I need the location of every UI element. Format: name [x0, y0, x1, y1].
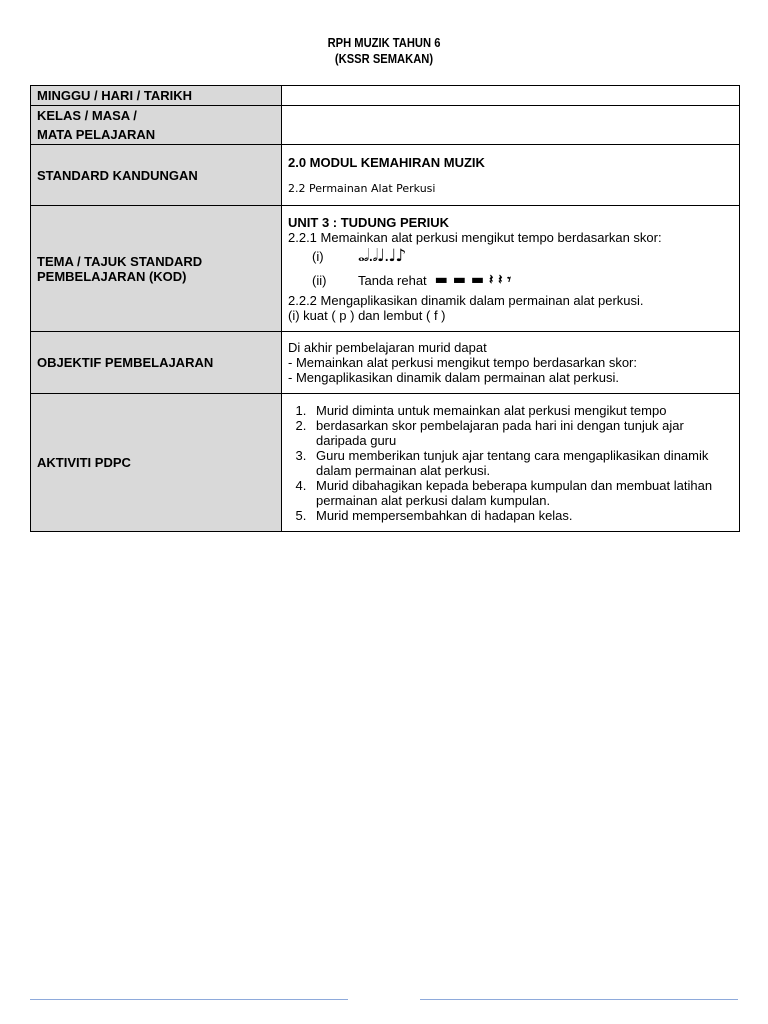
objektif-line-1: Di akhir pembelajaran murid dapat — [288, 340, 487, 355]
row-kelas — [31, 106, 740, 145]
list-item: 2. berdasarkan skor pembelajaran pada hari ini dengan tunjuk ajar daripada guru — [310, 418, 733, 448]
tema-line-1: 2.2.1 Memainkan alat perkusi mengikut tempo berdasarkan skor: — [288, 229, 662, 245]
standard-label: STANDARD KANDUNGAN — [31, 145, 282, 206]
tema-unit: UNIT 3 : TUDUNG PERIUK — [288, 214, 450, 230]
kelas-label-line-2: MATA PELAJARAN — [37, 127, 156, 142]
tema-label — [31, 206, 282, 332]
list-item: 1. Murid diminta untuk memainkan alat perkusi mengikut tempo — [310, 403, 733, 418]
rph-table — [30, 85, 740, 532]
document-title — [54, 35, 714, 67]
tema-item-2-number: (ii) — [312, 273, 327, 288]
list-item: 3. Guru memberikan tunjuk ajar tentang cara mengaplikasikan dinamik dalam permainan alat perkusi. — [310, 448, 733, 478]
list-item: 4. Murid dibahagikan kepada beberapa kumpulan dan membuat latihan permainan alat perkusi dalam kumpulan. — [310, 478, 733, 508]
tema-label-line-1: TEMA / TAJUK STANDARD — [37, 253, 203, 269]
standard-value — [282, 145, 740, 206]
row-tema — [31, 206, 740, 332]
objektif-label: OBJEKTIF PEMBELAJARAN — [31, 332, 282, 394]
row-objektif — [31, 332, 740, 394]
objektif-line-3: - Mengaplikasikan dinamik dalam permainan alat perkusi. — [288, 370, 619, 385]
list-item: 5. Murid mempersembahkan di hadapan kelas. — [310, 508, 733, 523]
tema-line-3: (i) kuat ( p ) dan lembut ( f ) — [288, 307, 446, 323]
tema-label-line-2: PEMBELAJARAN (KOD) — [37, 268, 187, 284]
objektif-line-2: - Memainkan alat perkusi mengikut tempo berdasarkan skor: — [288, 355, 637, 370]
row-standard — [31, 145, 740, 206]
kelas-label — [31, 106, 282, 145]
row-aktiviti — [31, 394, 740, 532]
footer-line-left — [30, 999, 348, 1000]
objektif-value — [282, 332, 740, 394]
tema-item-1-number: (i) — [312, 249, 324, 264]
aktiviti-value — [282, 394, 740, 532]
minggu-value — [282, 86, 740, 106]
row-minggu — [31, 86, 740, 106]
title-line-2: (KSSR SEMAKAN) — [334, 51, 434, 66]
rest-symbols-icon: ▬ ▬ ▬ 𝄽 𝄽 𝄾 — [434, 272, 512, 288]
tema-value — [282, 206, 740, 332]
note-values-icon: 𝅝𝅗𝅥.𝅗𝅥♩.♩♪ — [358, 246, 406, 266]
tema-item-2-text: Tanda rehat — [358, 273, 427, 288]
kelas-value — [282, 106, 740, 145]
standard-heading: 2.0 MODUL KEMAHIRAN MUZIK — [288, 154, 485, 170]
minggu-label: MINGGU / HARI / TARIKH — [31, 86, 282, 106]
title-line-1: RPH MUZIK TAHUN 6 — [327, 35, 441, 50]
kelas-label-line-1: KELAS / MASA / — [37, 108, 137, 123]
standard-sub: 2.2 Permainan Alat Perkusi — [288, 181, 436, 195]
aktiviti-label: AKTIVITI PDPC — [31, 394, 282, 532]
tema-item-2 — [288, 269, 733, 293]
tema-line-2: 2.2.2 Mengaplikasikan dinamik dalam permainan alat perkusi. — [288, 292, 644, 308]
aktiviti-list — [288, 403, 733, 523]
tema-item-1 — [288, 245, 733, 269]
footer-line-right — [420, 999, 738, 1000]
